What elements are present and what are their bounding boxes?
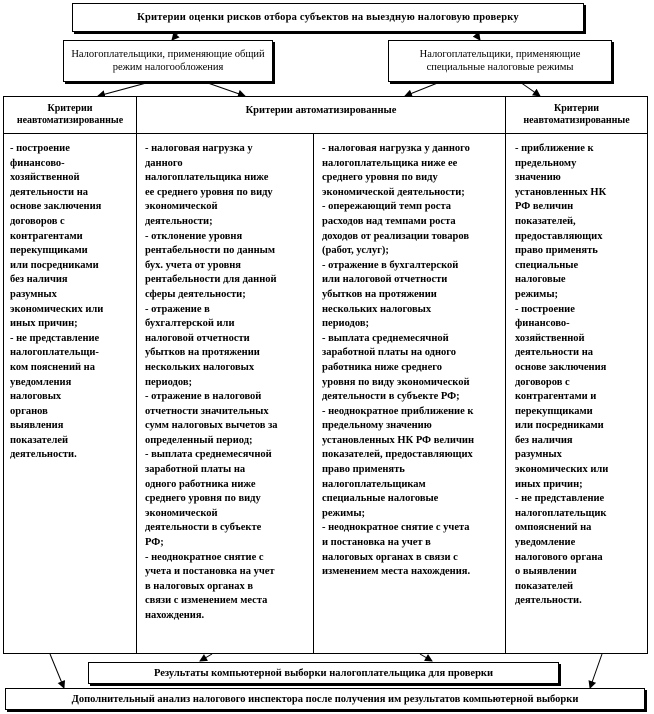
header-middle-label: Критерии автоматизированные bbox=[245, 105, 397, 116]
header-left-label: Критерии неавтоматизированные bbox=[16, 103, 124, 126]
arrow-col3-to-results bbox=[420, 654, 432, 661]
header-middle bbox=[136, 96, 506, 134]
arrow-special-to-middle bbox=[405, 82, 440, 96]
arrow-special-to-right bbox=[520, 82, 540, 96]
arrow-col4-to-additional bbox=[590, 654, 602, 688]
arrow-col2-to-results bbox=[200, 654, 212, 661]
header-left bbox=[3, 96, 137, 134]
category-general-box bbox=[63, 40, 273, 82]
results-box bbox=[88, 662, 559, 684]
results-label: Результаты компьютерной выборки налогоплательщика для проверки bbox=[153, 667, 494, 679]
arrow-title-to-general bbox=[172, 33, 178, 40]
arrow-general-to-left bbox=[98, 82, 150, 96]
category-general-label: Налогоплательщики, применяющие общий режим налогообложения bbox=[71, 49, 265, 73]
column-3-text: - налоговая нагрузка у данного налогоплательщика ниже ее среднего уровня по виду экономической деятельности; - опережающий темп роста расходов над темпами роста доходов от реализации товаров (работ, услуг); - отражение в бухгалтерской или налоговой отчетности убытков на протяжении нескольких налоговых периодов; - выплата среднемесячной заработной платы на одного работника ниже среднего уровня по виду экономической деятельности в субъекте РФ; - неоднократное приближение к предельному значению установленных НК РФ величин показателей, предоставляющих право применять налогоплательщикам специальные налоговые режимы; - неоднократное снятие с учета и постановка на учет в налоговых органах в связи с изменением места нахождения. bbox=[322, 143, 474, 578]
header-right bbox=[505, 96, 648, 134]
category-special-label: Налогоплательщики, применяющие специальные налоговые режимы bbox=[419, 49, 581, 73]
column-1-text: - построение финансово- хозяйственной деятельности на основе заключения договоров с контрагентами перекупщиками или посредниками без наличия разумных экономических или иных причин; - не представление налогоплательщи- ком пояснений на уведомления налоговых органов выявления показателей деятельности. bbox=[10, 143, 104, 461]
column-2-text: - налоговая нагрузка у данного налогоплательщика ниже ее среднего уровня по виду экономической деятельности; - отклонение уровня рентабельности по данным бух. учета от уровня рентабельности для данной сферы деятельности; - отражение в бухгалтерской или налоговой отчетности убытков на протяжении нескольких налоговых периодов; - отражение в налоговой отчетности значительных сумм налоговых вычетов за определенный период; - выплата среднемесячной заработной платы на одного работника ниже среднего уровня по виду экономической деятельности в субъекте РФ; - неоднократное снятие с учета и постановка на учет в налоговых органах в связи с изменением места нахождения. bbox=[145, 143, 278, 621]
additional-analysis-label: Дополнительный анализ налогового инспектора после получения им результатов компьютерной выборки bbox=[71, 693, 579, 705]
header-right-label: Критерии неавтоматизированные bbox=[523, 103, 630, 126]
column-4-text: - приближение к предельному значению установленных НК РФ величин показателей, предоставляющих право применять специальные налоговые режимы; - построение финансово- хозяйственной деятельности на основе заключения договоров с контрагентами и перекупщиками или посредниками без наличия разумных экономических или иных причин; - не представление налогоплательщик омпояснений на уведомление налогового органа о выявлении показателей деятельности. bbox=[515, 143, 609, 607]
category-special-box bbox=[388, 40, 612, 82]
additional-analysis-box bbox=[5, 688, 645, 710]
title-box bbox=[72, 3, 584, 32]
diagram-title: Критерии оценки рисков отбора субъектов на выездную налоговую проверку bbox=[137, 12, 519, 23]
arrow-col1-to-additional bbox=[50, 654, 64, 688]
arrow-title-to-special bbox=[475, 33, 480, 40]
arrow-general-to-middle bbox=[205, 82, 245, 96]
